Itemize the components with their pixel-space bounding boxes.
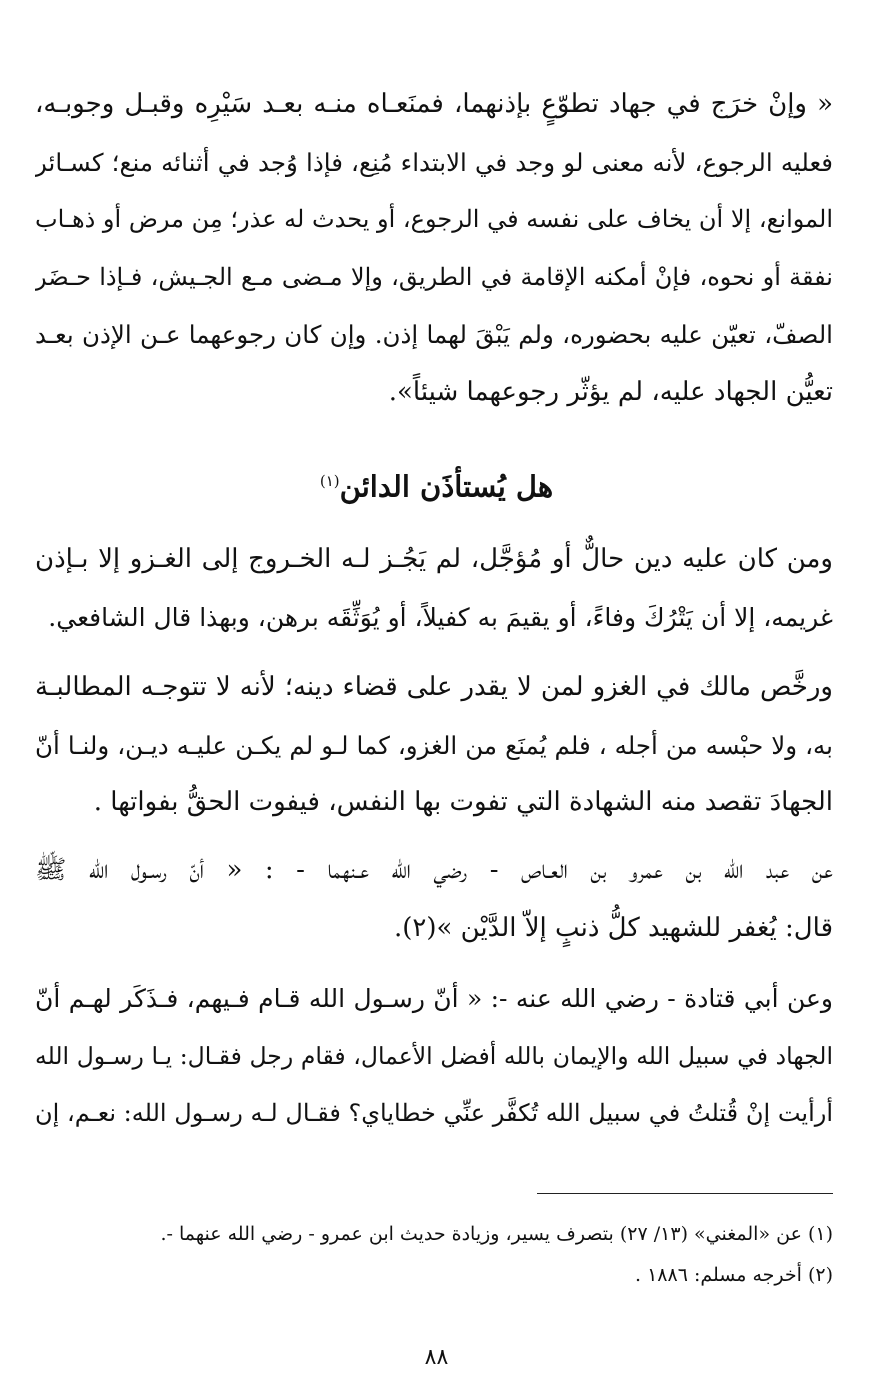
page-number: ٨٨ xyxy=(424,1345,449,1370)
footnote-1: (١) عن «المغني» (١٣/ ٢٧) بتصرف يسير، وزيادة حديث ابن عمرو - رضي الله عنهما -. xyxy=(160,1223,833,1245)
section-heading xyxy=(0,456,873,512)
paragraph-debtor xyxy=(35,531,833,646)
text-line: الجهادَ تقصد منه الشهادة التي تفوت بها النفس، فيفوت الحقُّ بفواتها . xyxy=(93,787,833,817)
text-line: به، ولا حبْسه من أجله ، فلم يُمنَع من الغزو، كما لـو لم يكـن عليـه ديـن، ولنـا أنّ xyxy=(35,730,833,760)
text-line: أرأيت إنْ قُتلتُ في سبيل الله تُكفَّر عنِّي خطاياي؟ فقـال لـه رسـول الله: نعـم، إن xyxy=(35,1099,833,1127)
text-line: ومن كان عليه دين حالٌّ أو مُؤجَّل، لم يَجُـز لـه الخـروج إلى الغـزو إلا بـإذن xyxy=(35,544,833,574)
text-line: وعن أبي قتادة - رضي الله عنه -: « أنّ رسـول الله قـام فـيهم، فـذَكَر لهـم أنّ xyxy=(35,984,833,1013)
text-line: عن عبد الله بن عمرو بن العـاص - رضي الله عـنهما - : « أنّ رسـول الله ﷺ xyxy=(35,855,833,885)
paragraph-parental-permission xyxy=(35,76,833,421)
paragraph-malik-opinion xyxy=(35,659,833,832)
text-line: نفقة أو نحوه، فإنْ أمكنه الإقامة في الطريق، وإلا مـضى مـع الجـيش، فـإذا حـضَر xyxy=(35,262,833,291)
text-line: الصفّ، تعيّن عليه بحضوره، ولم يَبْقَ لهما إذن. وإن كان رجوعهما عـن الإذن بعـد xyxy=(35,320,833,349)
footnote-separator xyxy=(537,1193,833,1194)
text-line: فعليه الرجوع، لأنه معنى لو وجد في الابتداء مُنِع، فإذا وُجد في أثنائه منع؛ كسـائر xyxy=(35,147,833,177)
text-line: قال: يُغفر للشهيد كلُّ ذنبٍ إلاّ الدَّيْن »(٢). xyxy=(393,912,833,943)
text-line: ورخَّص مالك في الغزو لمن لا يقدر على قضاء دينه؛ لأنه لا تتوجـه المطالبـة xyxy=(35,672,833,702)
section-heading-text: هل يُستأذَن الدائن xyxy=(339,469,554,504)
footnote-ref: (١) xyxy=(319,472,340,490)
text-line: غريمه، إلا أن يَتْرُكَ وفاءً، أو يقيمَ به كفيلاً، أو يُوَثِّقَه برهن، وبهذا قال الشافعي. xyxy=(48,602,833,632)
text-line: الموانع، إلا أن يخاف على نفسه في الرجوع، أو يحدث له عذر؛ مِن مرض أو ذهـاب xyxy=(35,205,833,233)
footnotes xyxy=(35,1214,833,1296)
text-line: « وإنْ خرَج في جهاد تطوّعٍ بإذنهما، فمنَعـاه منـه بعـد سَيْرِه وقبـل وجوبـه، xyxy=(35,89,833,119)
paragraph-hadith-ibn-amr xyxy=(35,842,833,957)
paragraph-hadith-abu-qatada xyxy=(35,970,833,1143)
text-line: الجهاد في سبيل الله والإيمان بالله أفضل الأعمال، فقام رجل فقـال: يـا رسـول الله xyxy=(35,1041,833,1070)
footnote-2: (٢) أخرجه مسلم: ١٨٨٦ . xyxy=(635,1264,833,1286)
text-line: تعيُّن الجهاد عليه، لم يؤثّر رجوعهما شيئاً». xyxy=(388,376,833,407)
